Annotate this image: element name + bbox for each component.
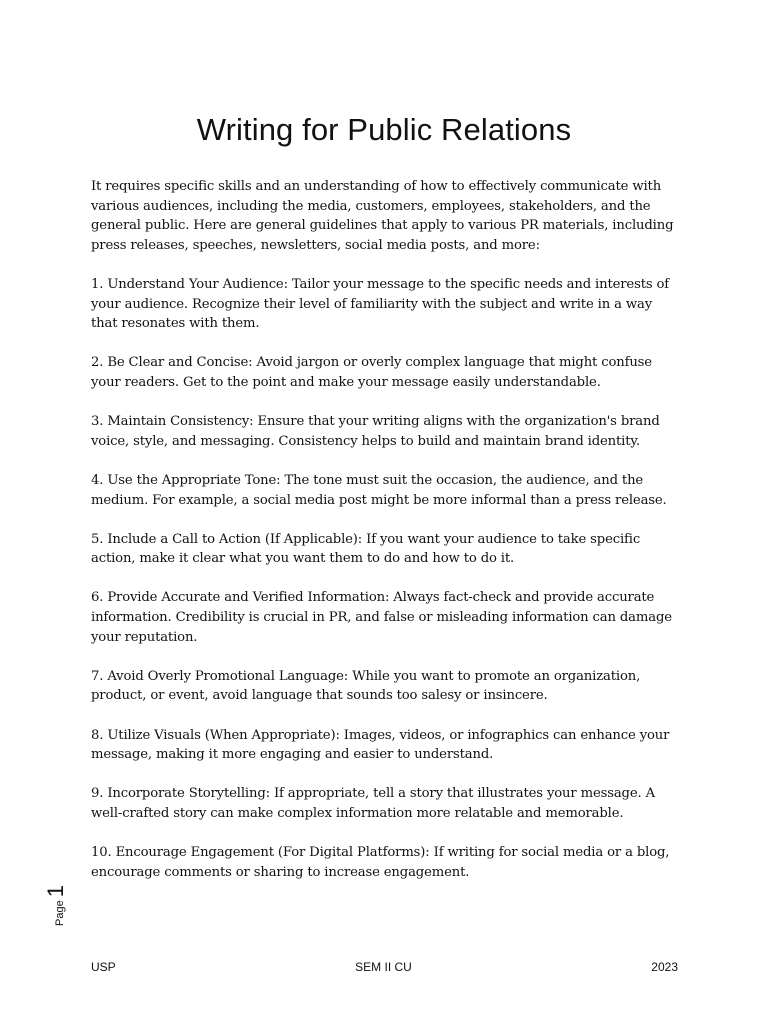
- footer-left: USP: [91, 960, 116, 974]
- guideline-paragraph-5: 5. Include a Call to Action (If Applicable): If you want your audience to take specific action, make it clear what you want them to do and how to do it.: [91, 531, 641, 567]
- footer-right: 2023: [651, 960, 678, 974]
- document-body: [91, 177, 681, 902]
- page-number: 1: [43, 885, 68, 898]
- page-word: Page: [54, 900, 66, 926]
- guideline-paragraph-4: 4. Use the Appropriate Tone: The tone must suit the occasion, the audience, and the medium. For example, a social media post might be more informal than a press release.: [91, 472, 667, 508]
- guideline-paragraph-10: 10. Encourage Engagement (For Digital Platforms): If writing for social media or a blog, encourage comments or sharing to increase engagement.: [91, 845, 670, 880]
- footer-center: SEM II CU: [355, 960, 412, 974]
- guideline-paragraph-1: 1. Understand Your Audience: Tailor your message to the specific needs and interests of your audience. Recognize their level of familiarity with the subject and write in a way that resonates with them.: [91, 276, 670, 332]
- guideline-paragraph-9: 9. Incorporate Storytelling: If appropriate, tell a story that illustrates your message. A well-crafted story can make complex information more relatable and memorable.: [91, 786, 655, 821]
- intro-paragraph: It requires specific skills and an understanding of how to effectively communicate with various audiences, including the media, customers, employees, stakeholders, and the general public. Here are general guidelines that apply to various PR materials, including press releases, speeches, newsletters, social media posts, and more:: [91, 179, 674, 253]
- guideline-paragraph-8: 8. Utilize Visuals (When Appropriate): Images, videos, or infographics can enhance your message, making it more engaging and easier to understand.: [91, 727, 670, 763]
- page-number-label: [43, 885, 69, 926]
- guideline-paragraph-2: 2. Be Clear and Concise: Avoid jargon or overly complex language that might confuse your readers. Get to the point and make your message easily understandable.: [91, 355, 652, 390]
- page-footer: [91, 960, 678, 974]
- page-title: Writing for Public Relations: [196, 112, 572, 147]
- guideline-paragraph-3: 3. Maintain Consistency: Ensure that your writing aligns with the organization's brand voice, style, and messaging. Consistency helps to build and maintain brand identity.: [91, 414, 660, 449]
- guideline-paragraph-6: 6. Provide Accurate and Verified Information: Always fact-check and provide accurate information. Credibility is crucial in PR, and false or misleading information can damage your reputation.: [91, 590, 672, 645]
- guideline-paragraph-7: 7. Avoid Overly Promotional Language: While you want to promote an organization, product, or event, avoid language that sounds too salesy or insincere.: [91, 668, 641, 704]
